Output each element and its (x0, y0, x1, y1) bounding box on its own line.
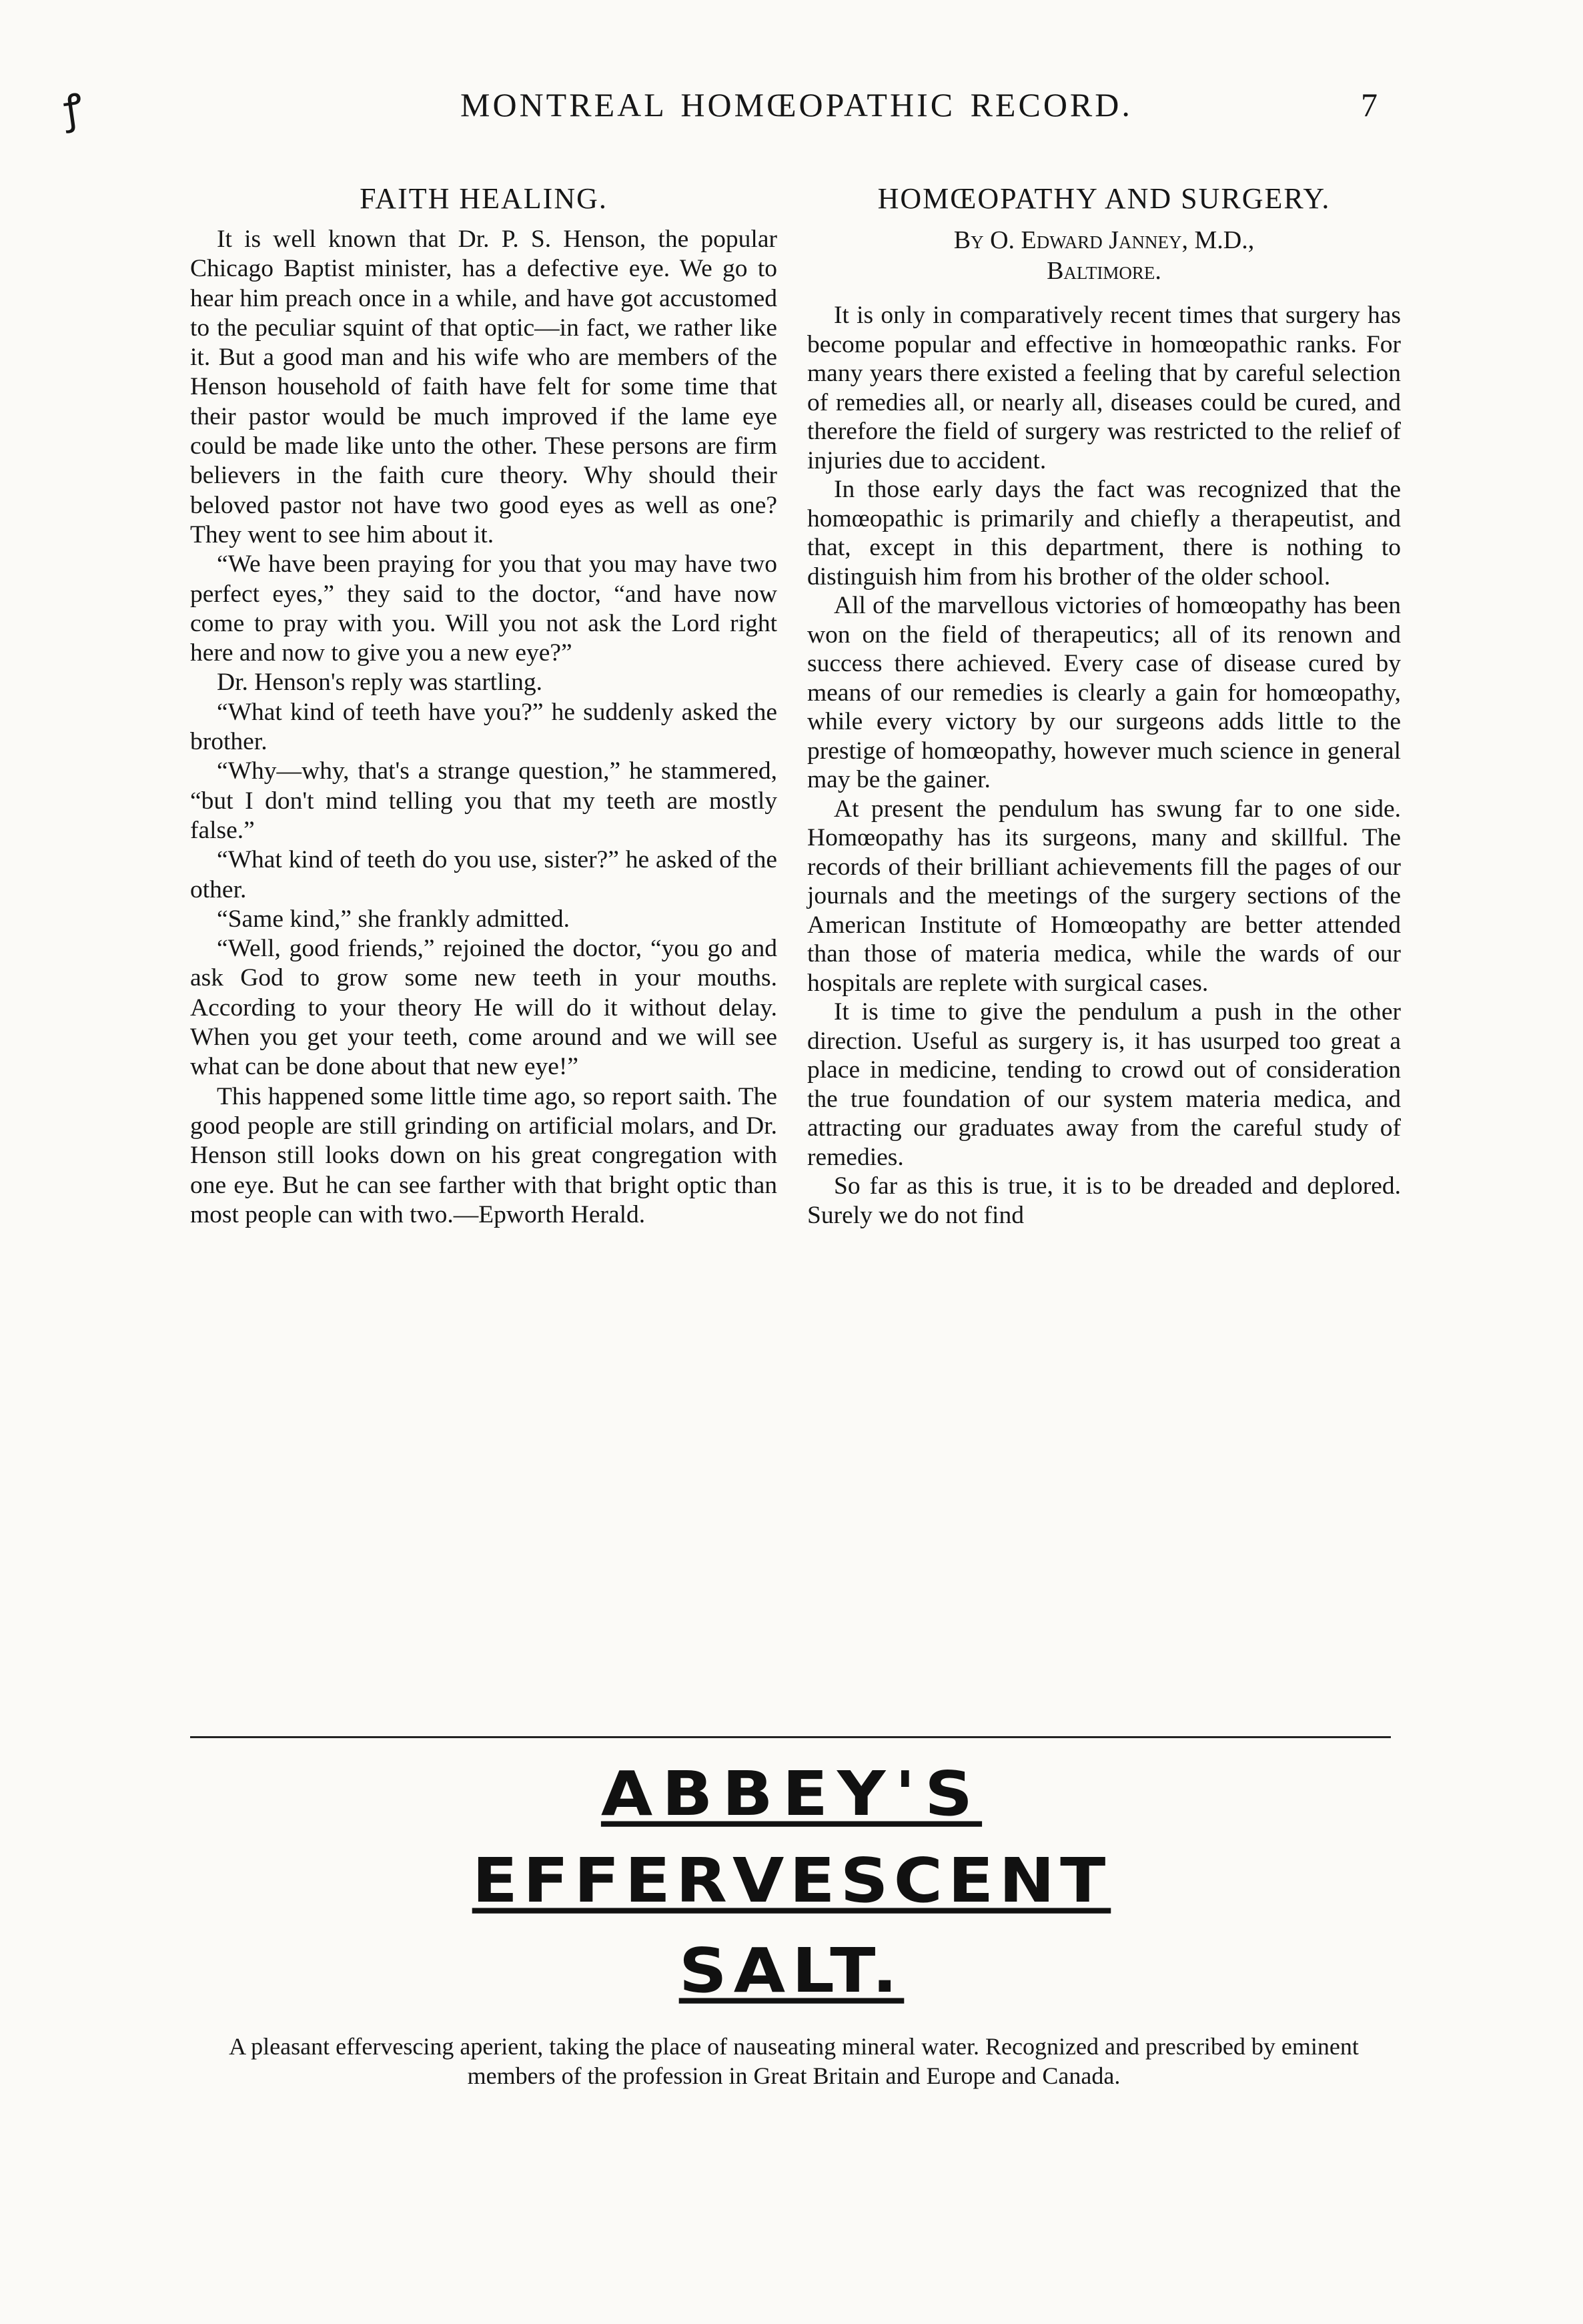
article-paragraph: In those early days the fact was recognized that the homœopathic is primarily and chiefly a therapeutist, and that, except in this department, there is nothing to distinguish him from his brother of the older school. (807, 476, 1401, 591)
byline-place: Baltimore. (1047, 257, 1161, 285)
article-paragraph: It is well known that Dr. P. S. Henson, the popular Chicago Baptist minister, has a defective eye. We go to hear him preach once in a while, and have got accustomed to the peculiar squint of that optic—in fact, we rather like it. But a good man and his wife who are members of the Henson household of faith have felt for some time that their pastor would be much improved if the lame eye could be made like unto the other. These persons are firm believers in the faith cure theory. Why should their beloved pastor not have two good eyes as well as one? They went to see him about it. (190, 226, 777, 548)
article-paragraph: It is only in comparatively recent times that surgery has become popular and effective in homœopathic ranks. For many years there existed a feeling that by careful selection of remedies all, or nearly all, diseases could be cured, and therefore the field of surgery was restricted to the relief of injuries due to accident. (807, 302, 1401, 474)
article-paragraph: “Well, good friends,” rejoined the doctor, “you go and ask God to grow some new teeth in your mouths. According to your theory He will do it without delay. When you get your teeth, come around and we will see what can be done about that new eye!” (190, 935, 777, 1081)
article-paragraph: “We have been praying for you that you may have two perfect eyes,” they said to the doctor, “and have now come to pray with you. Will you not ask the Lord right here and now to give you a new eye?” (190, 550, 777, 667)
homoeopathy-surgery-article (807, 181, 1401, 1230)
ad-headline-3: SALT. (678, 1934, 905, 2007)
article-paragraph: At present the pendulum has swung far to one side. Homœopathy has its surgeons, many and skillful. The records of their brilliant achievements fill the pages of our journals and the meetings of the surgery sections of the American Institute of Homœopathy are better attended than those of materia medica, while the wards of our hospitals are replete with surgical cases. (807, 795, 1401, 997)
page-number: 7 (1361, 86, 1378, 123)
page-header (0, 85, 1583, 139)
article-title: HOMŒOPATHY AND SURGERY. (877, 182, 1331, 215)
article-paragraph: “What kind of teeth do you use, sister?” he asked of the other. (190, 846, 777, 903)
article-paragraph: All of the marvellous victories of homœopathy has been won on the field of therapeutics; all of its renown and success there achieved. Every case of disease cured by means of our remedies is clearly a gain for homœopathy, while every victory by our surgeons adds little to the prestige of homœopathy, however much science in general may be the gainer. (807, 592, 1401, 793)
article-paragraph: It is time to give the pendulum a push in the other direction. Useful as surgery is, it has usurped too great a place in medicine, tending to crowd out of consideration the true foundation of our system materia medica, and attracting our graduates away from the careful study of remedies. (807, 998, 1401, 1171)
byline (807, 225, 1401, 286)
article-paragraph: This happened some little time ago, so report saith. The good people are still grinding on artificial molars, and Dr. Henson still looks down on his great congregation with one eye. But he can see farther with that bright optic than most people can with two.—Epworth Herald. (190, 1082, 777, 1228)
article-paragraph: Dr. Henson's reply was startling. (217, 669, 542, 697)
byline-author: By O. Edward Janney, M.D., (953, 226, 1255, 254)
article-paragraph: “Why—why, that's a strange question,” he stammered, “but I don't mind telling you that my teeth are mostly false.” (190, 757, 777, 844)
ad-description: A pleasant effervescing aperient, taking the place of nauseating mineral water. Recognized and prescribed by eminent members of the profession in Great Britain and Europe and Canada. (229, 2033, 1359, 2089)
divider-rule (190, 1736, 1391, 1738)
edge-mark: ꝭ (60, 86, 86, 133)
article-paragraph: So far as this is true, it is to be dreaded and deplored. Surely we do not find (807, 1172, 1401, 1229)
faith-healing-article (190, 181, 777, 1230)
ad-headline-2: EFFERVESCENT (472, 1844, 1111, 1917)
article-paragraph: “What kind of teeth have you?” he suddenly asked the brother. (190, 698, 777, 756)
article-title: FAITH HEALING. (360, 182, 608, 215)
article-paragraph: “Same kind,” she frankly admitted. (217, 905, 570, 933)
running-title: MONTREAL HOMŒOPATHIC RECORD. (460, 86, 1133, 123)
ad-headline-1: ABBEY'S (600, 1758, 983, 1830)
